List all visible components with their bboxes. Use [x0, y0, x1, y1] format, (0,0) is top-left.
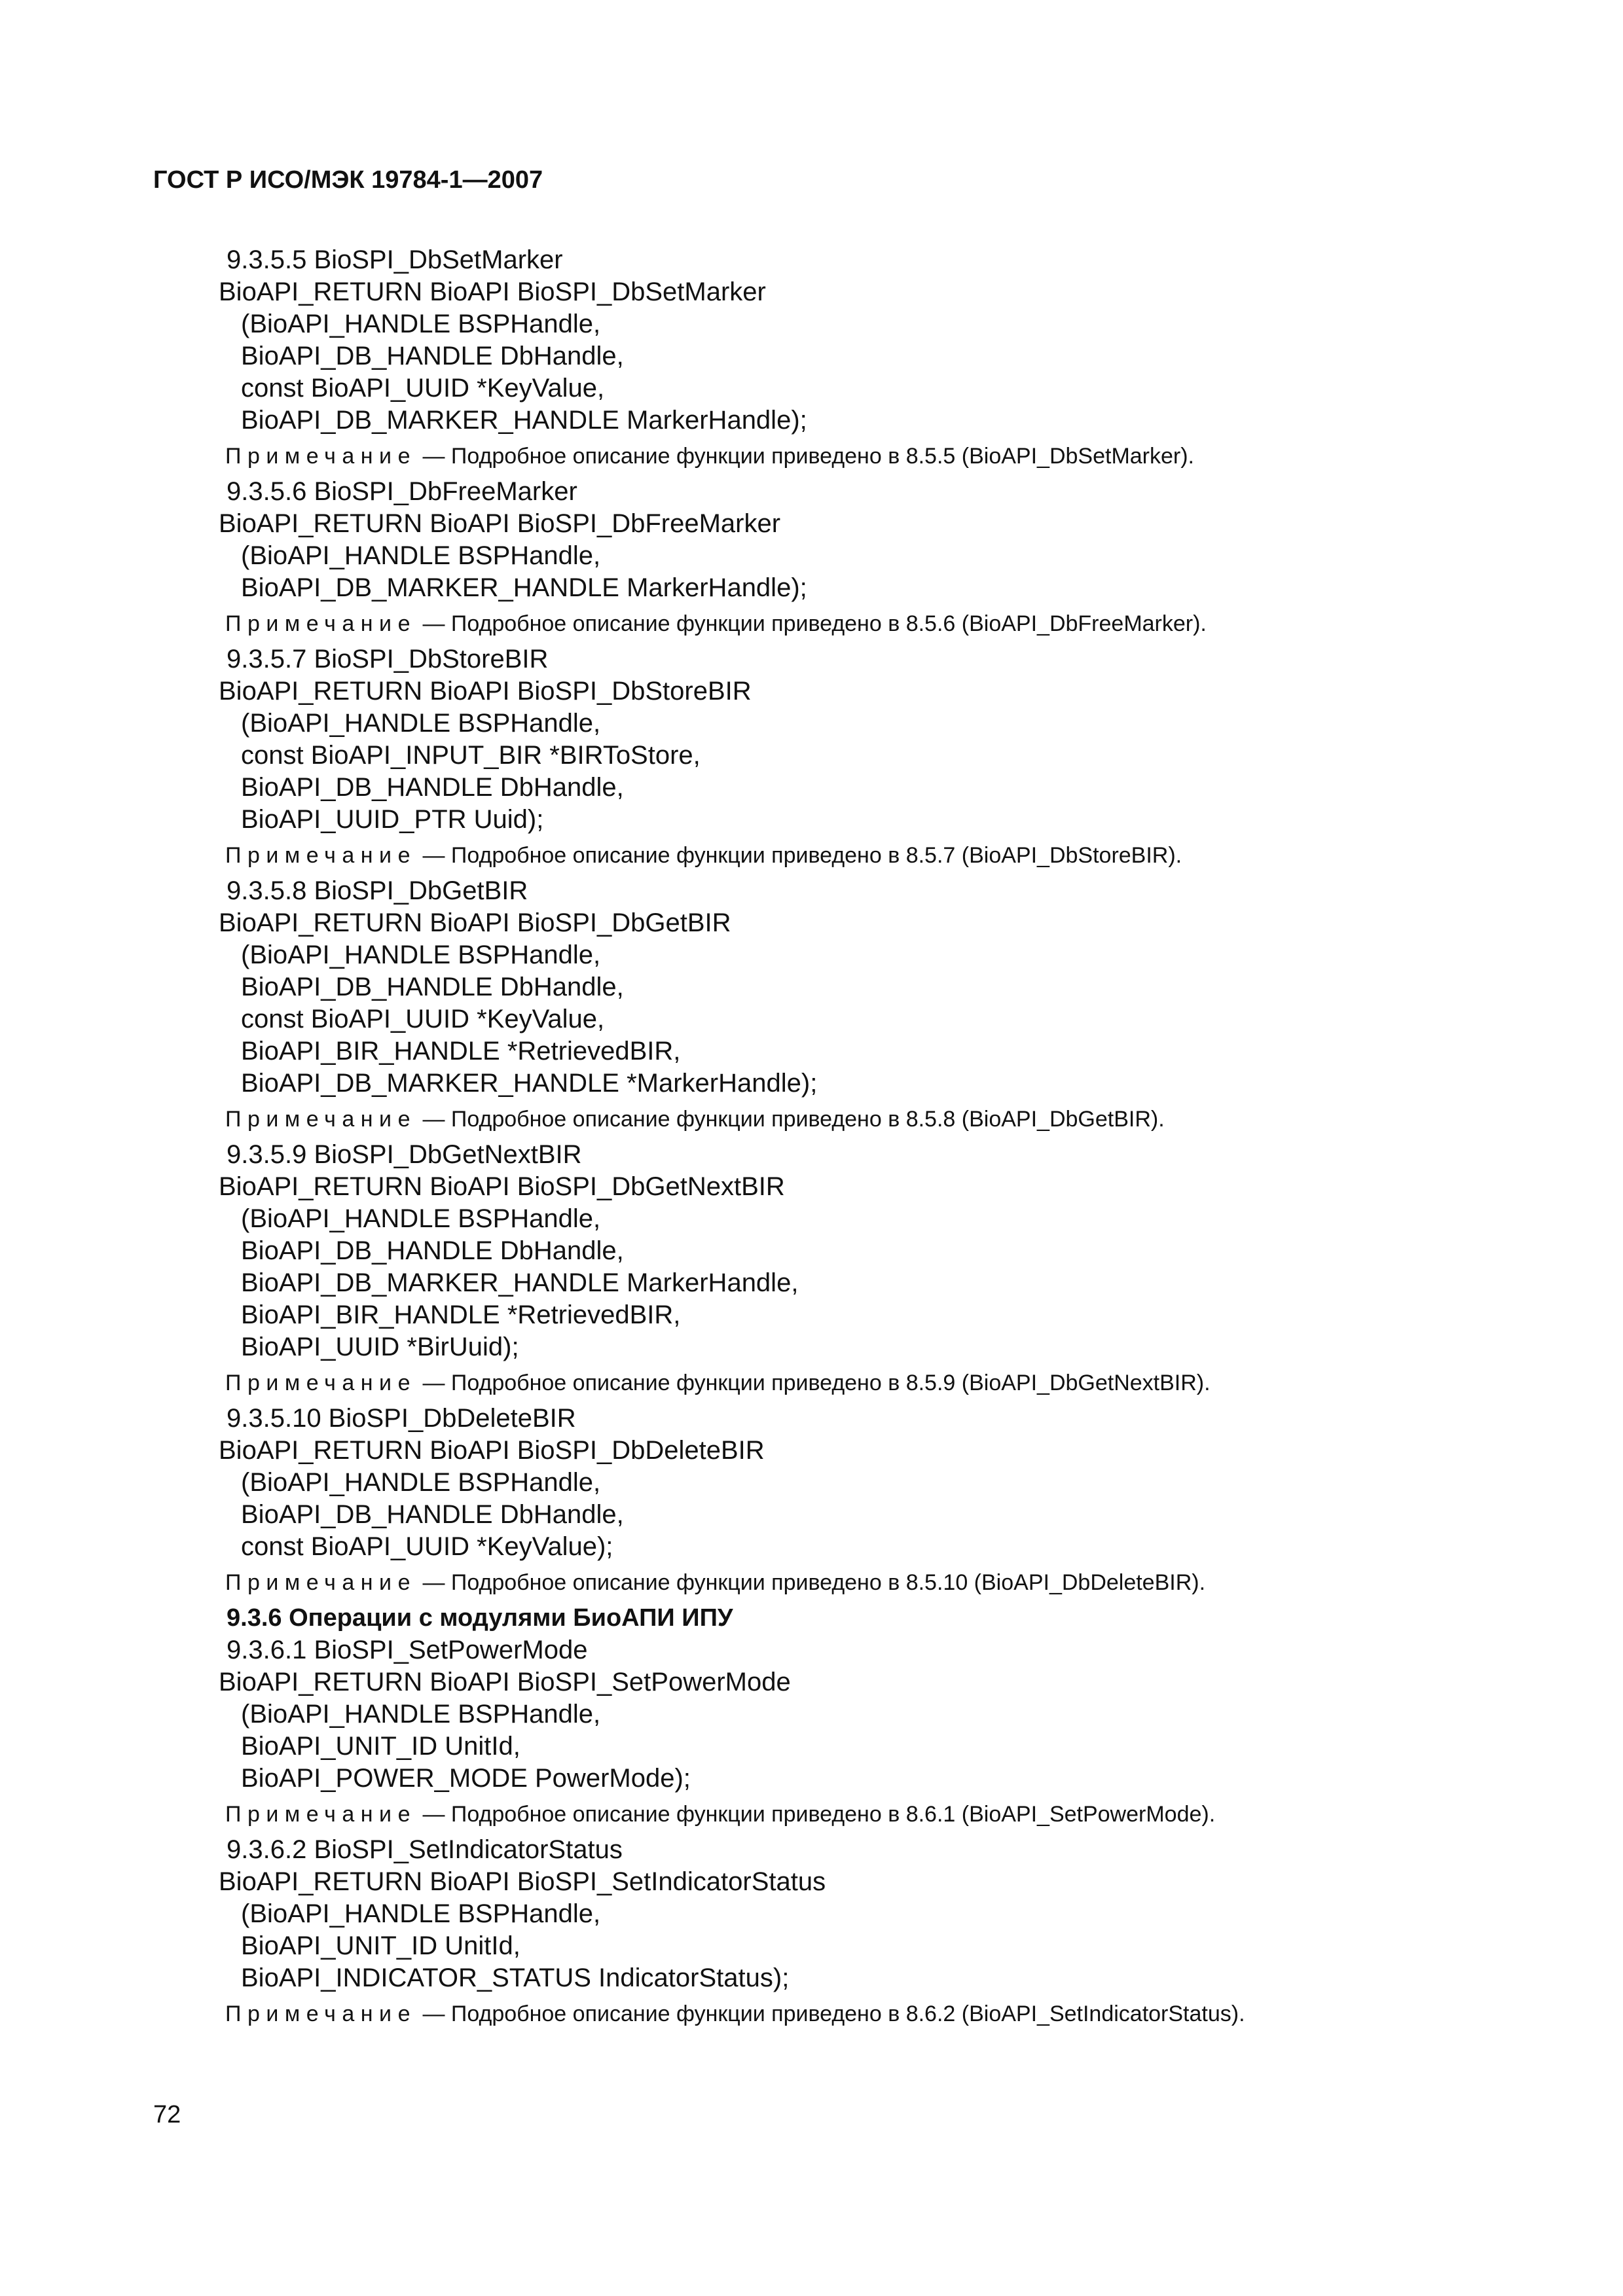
function-parameter: BioAPI_DB_MARKER_HANDLE MarkerHandle); — [241, 406, 807, 435]
note-text: — Подробное описание функции приведено в 8.6.2 (BioAPI_SetIndicatorStatus). — [416, 2001, 1245, 2026]
subsection-heading: 9.3.5.6 BioSPI_DbFreeMarker — [227, 477, 577, 506]
function-parameter: const BioAPI_UUID *KeyValue, — [241, 374, 605, 403]
note-text: — Подробное описание функции приведено в 8.5.9 (BioAPI_DbGetNextBIR). — [416, 1371, 1211, 1395]
function-parameter: (BioAPI_HANDLE BSPHandle, — [241, 1700, 601, 1729]
function-signature: BioAPI_RETURN BioAPI BioSPI_DbGetBIR — [219, 908, 731, 937]
note-line — [219, 1795, 1528, 1834]
subsection-heading: 9.3.5.8 BioSPI_DbGetBIR — [227, 876, 528, 905]
function-parameter: (BioAPI_HANDLE BSPHandle, — [241, 709, 601, 738]
note-label: Примечание — [225, 1371, 416, 1395]
function-parameter: (BioAPI_HANDLE BSPHandle, — [241, 541, 601, 570]
function-parameter: (BioAPI_HANDLE BSPHandle, — [241, 310, 601, 338]
function-parameter: const BioAPI_UUID *KeyValue, — [241, 1005, 605, 1033]
note-label: Примечание — [225, 1570, 416, 1595]
note-label: Примечание — [225, 444, 416, 469]
function-parameter: BioAPI_DB_MARKER_HANDLE *MarkerHandle); — [241, 1069, 818, 1098]
function-parameter: BioAPI_UUID *BirUuid); — [241, 1333, 519, 1361]
section-heading: 9.3.6 Операции с модулями БиоАПИ ИПУ — [227, 1604, 733, 1632]
function-parameter: const BioAPI_UUID *KeyValue); — [241, 1532, 613, 1561]
note-line — [219, 1363, 1528, 1403]
note-text: — Подробное описание функции приведено в 8.5.5 (BioAPI_DbSetMarker). — [416, 444, 1194, 469]
function-parameter: BioAPI_DB_MARKER_HANDLE MarkerHandle); — [241, 573, 807, 602]
subsection-heading: 9.3.5.9 BioSPI_DbGetNextBIR — [227, 1140, 582, 1169]
function-parameter: const BioAPI_INPUT_BIR *BIRToStore, — [241, 741, 701, 770]
function-signature: BioAPI_RETURN BioAPI BioSPI_SetIndicatorStatus — [219, 1867, 826, 1896]
page-number: 72 — [153, 2101, 181, 2128]
note-line — [219, 1994, 1528, 2034]
subsection-heading: 9.3.6.2 BioSPI_SetIndicatorStatus — [227, 1835, 623, 1864]
note-label: Примечание — [225, 1107, 416, 1132]
note-text: — Подробное описание функции приведено в 8.6.1 (BioAPI_SetPowerMode). — [416, 1802, 1216, 1827]
subsection-heading: 9.3.5.5 BioSPI_DbSetMarker — [227, 245, 563, 274]
function-parameter: (BioAPI_HANDLE BSPHandle, — [241, 1204, 601, 1233]
function-parameter: (BioAPI_HANDLE BSPHandle, — [241, 941, 601, 969]
note-text: — Подробное описание функции приведено в 8.5.8 (BioAPI_DbGetBIR). — [416, 1107, 1165, 1132]
function-parameter: BioAPI_DB_HANDLE DbHandle, — [241, 773, 624, 802]
note-label: Примечание — [225, 1802, 416, 1827]
subsection-heading: 9.3.5.10 BioSPI_DbDeleteBIR — [227, 1404, 576, 1433]
note-text: — Подробное описание функции приведено в 8.5.10 (BioAPI_DbDeleteBIR). — [416, 1570, 1206, 1595]
note-label: Примечание — [225, 611, 416, 636]
note-text: — Подробное описание функции приведено в 8.5.7 (BioAPI_DbStoreBIR). — [416, 843, 1182, 868]
function-parameter: BioAPI_DB_MARKER_HANDLE MarkerHandle, — [241, 1268, 799, 1297]
note-line — [219, 437, 1528, 476]
function-parameter: BioAPI_POWER_MODE PowerMode); — [241, 1764, 691, 1793]
function-parameter: BioAPI_UNIT_ID UnitId, — [241, 1931, 520, 1960]
function-parameter: (BioAPI_HANDLE BSPHandle, — [241, 1468, 601, 1497]
document-body — [219, 244, 1528, 2034]
note-label: Примечание — [225, 2001, 416, 2026]
function-signature: BioAPI_RETURN BioAPI BioSPI_DbSetMarker — [219, 278, 766, 306]
function-signature: BioAPI_RETURN BioAPI BioSPI_DbGetNextBIR — [219, 1172, 785, 1201]
function-parameter: BioAPI_DB_HANDLE DbHandle, — [241, 342, 624, 370]
function-parameter: BioAPI_DB_HANDLE DbHandle, — [241, 1500, 624, 1529]
function-parameter: BioAPI_UUID_PTR Uuid); — [241, 805, 544, 834]
note-text: — Подробное описание функции приведено в 8.5.6 (BioAPI_DbFreeMarker). — [416, 611, 1207, 636]
function-parameter: BioAPI_DB_HANDLE DbHandle, — [241, 1236, 624, 1265]
subsection-heading: 9.3.6.1 BioSPI_SetPowerMode — [227, 1636, 588, 1664]
note-line — [219, 1100, 1528, 1139]
note-label: Примечание — [225, 843, 416, 868]
page-header-title: ГОСТ Р ИСО/МЭК 19784-1—2007 — [153, 166, 543, 194]
function-parameter: BioAPI_DB_HANDLE DbHandle, — [241, 973, 624, 1001]
function-parameter: BioAPI_BIR_HANDLE *RetrievedBIR, — [241, 1300, 681, 1329]
function-parameter: (BioAPI_HANDLE BSPHandle, — [241, 1899, 601, 1928]
note-line — [219, 1563, 1528, 1602]
function-parameter: BioAPI_INDICATOR_STATUS IndicatorStatus); — [241, 1964, 790, 1992]
function-signature: BioAPI_RETURN BioAPI BioSPI_DbDeleteBIR — [219, 1436, 765, 1465]
note-line — [219, 604, 1528, 643]
function-parameter: BioAPI_UNIT_ID UnitId, — [241, 1732, 520, 1761]
function-signature: BioAPI_RETURN BioAPI BioSPI_SetPowerMode — [219, 1668, 791, 1696]
note-line — [219, 836, 1528, 875]
function-signature: BioAPI_RETURN BioAPI BioSPI_DbStoreBIR — [219, 677, 752, 706]
function-signature: BioAPI_RETURN BioAPI BioSPI_DbFreeMarker — [219, 509, 781, 538]
function-parameter: BioAPI_BIR_HANDLE *RetrievedBIR, — [241, 1037, 681, 1066]
subsection-heading: 9.3.5.7 BioSPI_DbStoreBIR — [227, 645, 549, 673]
